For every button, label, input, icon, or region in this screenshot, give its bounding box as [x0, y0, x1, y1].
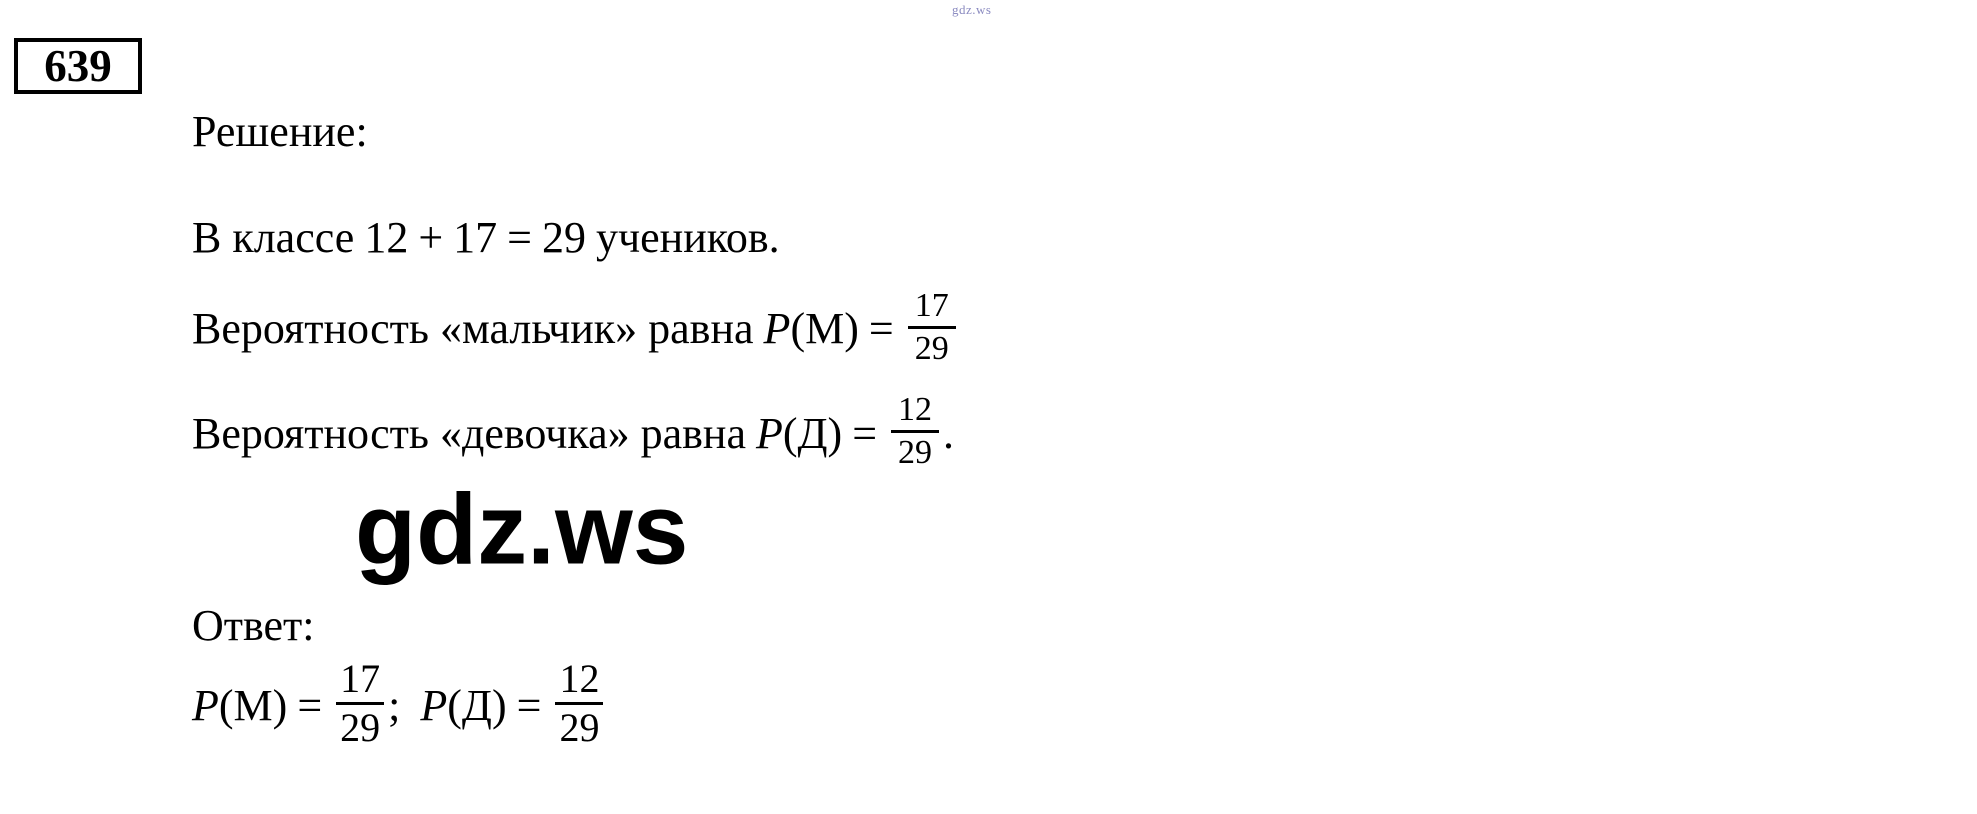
answer-boy-equals: =	[297, 681, 323, 730]
line-boy-numerator: 17	[914, 287, 949, 324]
answer-separator: ;	[388, 681, 401, 730]
answer-girl-fraction	[555, 658, 603, 749]
line-class-equals: =	[507, 213, 532, 262]
solution-heading-text: Решение:	[192, 107, 368, 156]
answer-label: Ответ:	[192, 601, 315, 650]
line-girl-fraction	[891, 392, 939, 470]
line-probability-boy	[192, 287, 1592, 368]
task-number-box	[14, 38, 142, 94]
line-girl-equals: =	[852, 408, 878, 458]
solution-body	[192, 107, 1592, 563]
answer-line	[192, 656, 607, 751]
answer-girl-denominator: 29	[559, 705, 600, 750]
line-girl-denominator: 29	[898, 434, 933, 472]
answer-girl-equals: =	[516, 681, 542, 730]
line-boy-arg: (М)	[790, 304, 859, 354]
line-class-prefix: В классе	[192, 213, 355, 262]
answer-girl-arg: (Д)	[447, 681, 507, 730]
fraction-bar	[891, 430, 939, 433]
answer-boy-denominator: 29	[340, 705, 381, 750]
answer-boy-arg: (М)	[218, 681, 288, 730]
answer-girl-symbol: P	[420, 681, 448, 730]
line-boy-equals: =	[868, 304, 894, 354]
line-girl-numerator: 12	[898, 391, 933, 429]
answer-boy-symbol: P	[192, 681, 219, 730]
line-girl-symbol: P	[755, 408, 783, 458]
line-class-total	[192, 213, 1592, 262]
task-number: 639	[44, 40, 112, 91]
line-class-plus: +	[418, 213, 444, 262]
line-boy-denominator: 29	[914, 329, 949, 367]
line-boy-symbol: P	[763, 304, 791, 354]
answer-boy-fraction	[336, 658, 384, 749]
main-watermark: gdz.ws	[355, 473, 689, 586]
line-probability-girl	[192, 391, 1592, 472]
line-girl-arg: (Д)	[782, 408, 843, 458]
top-watermark: gdz.ws	[952, 2, 992, 17]
fraction-bar	[908, 326, 956, 329]
answer-boy-numerator: 17	[340, 656, 381, 701]
solution-heading	[192, 107, 1592, 156]
line-boy-fraction	[908, 288, 956, 366]
line-girl-prefix: Вероятность «девочка» равна	[192, 408, 746, 458]
line-class-a: 12	[364, 213, 409, 262]
line-class-suffix: учеников.	[596, 213, 780, 262]
line-boy-prefix: Вероятность «мальчик» равна	[192, 304, 754, 354]
answer-girl-numerator: 12	[559, 656, 600, 701]
line-class-b: 17	[453, 213, 498, 262]
line-class-total-value: 29	[542, 213, 586, 262]
line-girl-tail: .	[943, 408, 955, 458]
